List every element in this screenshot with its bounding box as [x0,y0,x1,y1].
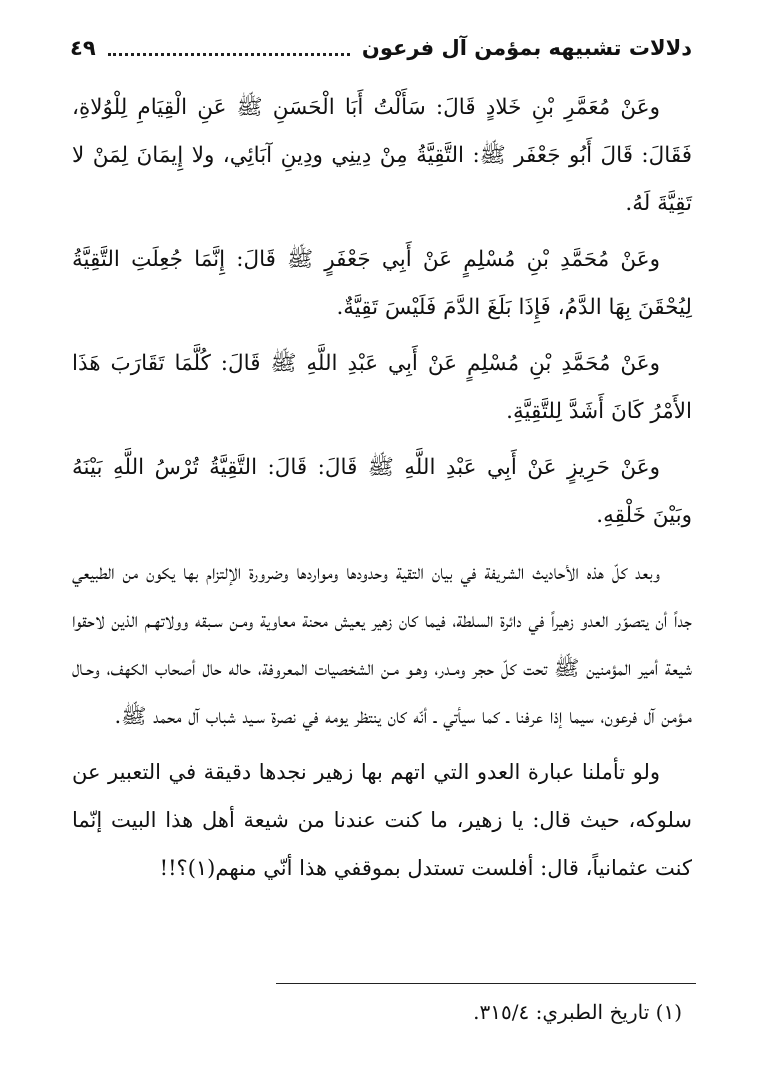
page-number: ٤٩ [70,36,96,60]
page-header [70,28,692,68]
header-leader-dots [108,53,350,56]
page-body [72,84,692,900]
running-title: دلالات تشبيهه بمؤمن آل فرعون [361,36,692,60]
hadith-paragraph: وعَنْ مُحَمَّدِ بْنِ مُسْلِمٍ عَنْ أَبِي جَعْفَرٍ ﷺ قَالَ: إِنَّمَا جُعِلَتِ التَّقِيَّةُ لِيُحْقَنَ بِهَا الدَّمُ، فَإِذَا بَلَغَ الدَّمَ فَلَيْسَ تَقِيَّةٌ. [72,247,692,320]
hadith-paragraph: وعَنْ مُحَمَّدِ بْنِ مُسْلِمٍ عَنْ أَبِي عَبْدِ اللَّهِ ﷺ قَالَ: كُلَّمَا تَقَارَبَ هَذَا الأَمْرُ كَانَ أَشَدَّ لِلتَّقِيَّةِ. [72,351,692,424]
hadith-paragraph: وعَنْ مُعَمَّرِ بْنِ خَلادٍ قَالَ: سَأَلْتُ أَبَا الْحَسَنِ ﷺ عَنِ الْقِيَامِ لِلْوُلاةِ، فَقَالَ: قَالَ أَبُو جَعْفَر ﷺ: التَّقِيَّةُ مِنْ دِينِي ودِينِ آبَائِي، ولا إِيمَانَ لِمَنْ لا تَقِيَّةَ لَهُ. [72,95,692,216]
body-paragraph: ولو تأملنا عبارة العدو التي اتهم بها زهير نجدها دقيقة في التعبير عن سلوكه، حيث قال: يا زهير، ما كنت عندنا من شيعة أهل هذا البيت إنّما كنت عثمانياً، قال: أفلست تستدل بموقفي هذا أنّي منهم(١)؟!! [72,760,692,880]
footnote-divider [276,983,696,984]
body-paragraph: وبعد كلّ هذه الأحاديث الشريفة في بيان التقية وحدودها ومواردها وضرورة الإلتزام بها يكون من الطبيعي جداً أن يتصوّر العدو زهيراً في دائرة السلطة، فيما كان زهير يعيش محنة معاوية ومـن سـبقه وولاتهـم الذين لاحقوا شيعة أمير المؤمنين ﷺ تحت كلّ حجر ومـدر، وهـو مـن الشخصيات المعروفة، حاله حال أصحاب الكهف، وحـال مـؤمن آل فرعون، سيما إذا عرفنا ـ كما سيأتي ـ أنّه كان ينتظر يومه في نصرة سـيد شباب آل محمد ﷺ. [72,560,692,728]
hadith-paragraph: وعَنْ حَرِيزٍ عَنْ أَبِي عَبْدِ اللَّهِ ﷺ قَالَ: قَالَ: التَّقِيَّةُ تُرْسُ اللَّهِ بَيْنَهُ وبَيْنَ خَلْقِهِ. [72,455,692,528]
footnote: (١) تاريخ الطبري: ٣١٥/٤. [473,1000,682,1024]
